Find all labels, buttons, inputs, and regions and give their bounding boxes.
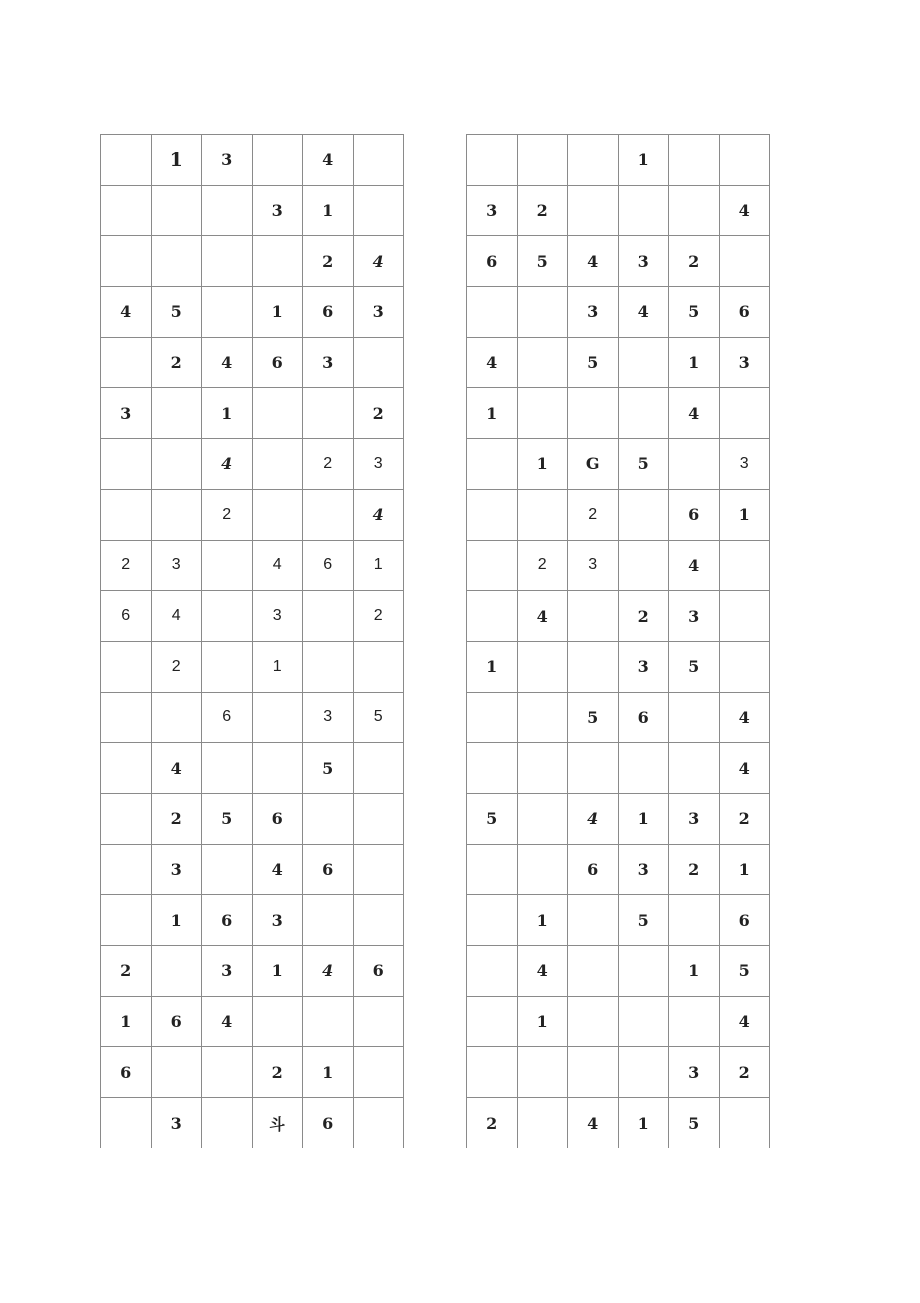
grid-row xyxy=(101,236,404,287)
grid-cell: 1 xyxy=(517,895,568,946)
grid-cell: 6 xyxy=(252,337,303,388)
grid-cell: 2 xyxy=(353,591,404,642)
grid-cell xyxy=(353,996,404,1047)
grid-cell xyxy=(202,1098,253,1149)
grid-cell: 3 xyxy=(669,1047,720,1098)
grid-cell: 6 xyxy=(303,1098,354,1149)
grid-cell: 2 xyxy=(517,185,568,236)
grid-cell xyxy=(467,743,518,794)
grid-cell xyxy=(467,591,518,642)
grid-cell xyxy=(517,793,568,844)
grid-cell: 1 xyxy=(151,135,202,186)
grid-cell xyxy=(467,489,518,540)
grid-cell xyxy=(101,439,152,490)
grid-cell: 2 xyxy=(719,1047,770,1098)
grid-cell xyxy=(669,743,720,794)
grid-cell: 6 xyxy=(303,844,354,895)
grid-cell: 2 xyxy=(101,946,152,997)
grid-cell xyxy=(568,135,619,186)
grid-cell: 3 xyxy=(618,844,669,895)
grid-cell: 4 xyxy=(353,236,404,287)
grid-cell: 6 xyxy=(353,946,404,997)
grid-row xyxy=(101,439,404,490)
grid-cell: 3 xyxy=(151,540,202,591)
grid-cell xyxy=(568,996,619,1047)
grid-cell xyxy=(303,489,354,540)
grid-cell xyxy=(101,337,152,388)
grid-cell: 6 xyxy=(101,1047,152,1098)
grid-cell xyxy=(669,692,720,743)
grid-cell: 1 xyxy=(669,946,720,997)
grid-cell: 6 xyxy=(719,895,770,946)
grid-cell: 6 xyxy=(467,236,518,287)
grid-row xyxy=(467,743,770,794)
grid-cell xyxy=(202,743,253,794)
grid-cell: 4 xyxy=(719,743,770,794)
grid-cell: 5 xyxy=(568,337,619,388)
grid-cell xyxy=(101,895,152,946)
grid-cell xyxy=(618,743,669,794)
grid-cell: 1 xyxy=(618,135,669,186)
grid-cell xyxy=(353,743,404,794)
grid-cell: 1 xyxy=(719,489,770,540)
grid-cell xyxy=(467,439,518,490)
grid-cell: 3 xyxy=(151,1098,202,1149)
grid-cell xyxy=(303,996,354,1047)
grid-cell xyxy=(618,540,669,591)
grid-cell xyxy=(353,337,404,388)
grid-cell: 1 xyxy=(618,1098,669,1149)
grid-cell: 5 xyxy=(669,1098,720,1149)
grid-cell: 2 xyxy=(252,1047,303,1098)
grid-cell xyxy=(719,591,770,642)
grid-row xyxy=(467,135,770,186)
grid-cell: 4 xyxy=(669,388,720,439)
grid-cell xyxy=(303,591,354,642)
grid-cell: 2 xyxy=(669,844,720,895)
grid-cell: 1 xyxy=(467,388,518,439)
grid-cell: 4 xyxy=(719,692,770,743)
grid-cell xyxy=(618,946,669,997)
grid-cell xyxy=(618,388,669,439)
grid-cell: 4 xyxy=(202,337,253,388)
grid-cell xyxy=(517,1098,568,1149)
grid-cell xyxy=(303,895,354,946)
grid-row xyxy=(101,996,404,1047)
grid-cell: 6 xyxy=(568,844,619,895)
grid-cell xyxy=(719,641,770,692)
grid-cell: 4 xyxy=(252,844,303,895)
grid-cell: 1 xyxy=(467,641,518,692)
grid-cell: 5 xyxy=(151,287,202,338)
grid-cell: 6 xyxy=(151,996,202,1047)
grid-cell xyxy=(303,793,354,844)
grid-cell xyxy=(353,844,404,895)
grid-cell: 6 xyxy=(303,540,354,591)
grid-cell: 1 xyxy=(618,793,669,844)
grid-row xyxy=(467,946,770,997)
grid-cell: 3 xyxy=(568,287,619,338)
grid-cell: 1 xyxy=(719,844,770,895)
grid-cell xyxy=(719,135,770,186)
grid-cell xyxy=(467,946,518,997)
grid-row xyxy=(101,743,404,794)
grid-cell: 4 xyxy=(467,337,518,388)
grid-row xyxy=(467,489,770,540)
grid-cell: 4 xyxy=(517,946,568,997)
grid-cell: 2 xyxy=(151,641,202,692)
grid-cell xyxy=(101,236,152,287)
grid-cell xyxy=(669,895,720,946)
grid-row xyxy=(467,337,770,388)
grid-cell xyxy=(517,844,568,895)
grid-row xyxy=(101,540,404,591)
grid-cell: 4 xyxy=(202,439,253,490)
grid-cell xyxy=(467,135,518,186)
grid-cell xyxy=(303,641,354,692)
grid-row xyxy=(101,844,404,895)
grid-cell: 5 xyxy=(517,236,568,287)
grid-cell xyxy=(151,439,202,490)
grid-cell: 3 xyxy=(252,591,303,642)
grid-cell: 2 xyxy=(618,591,669,642)
grid-row xyxy=(467,540,770,591)
grid-cell: 1 xyxy=(517,439,568,490)
grid-cell: 6 xyxy=(719,287,770,338)
grid-cell xyxy=(101,844,152,895)
grid-cell xyxy=(568,591,619,642)
grid-cell: 4 xyxy=(303,946,354,997)
grid-cell: 4 xyxy=(151,743,202,794)
grid-cell xyxy=(151,388,202,439)
grid-row xyxy=(467,388,770,439)
grid-cell xyxy=(517,489,568,540)
grid-cell: 6 xyxy=(101,591,152,642)
grid-cell: 3 xyxy=(303,337,354,388)
grid-cell xyxy=(101,793,152,844)
grid-cell: 3 xyxy=(101,388,152,439)
grid-cell xyxy=(568,1047,619,1098)
grid-cell xyxy=(467,1047,518,1098)
grid-cell xyxy=(202,287,253,338)
grid-cell xyxy=(669,185,720,236)
grid-cell xyxy=(353,793,404,844)
grid-cell xyxy=(252,996,303,1047)
grid-cell xyxy=(568,185,619,236)
grid-row xyxy=(101,946,404,997)
grid-cell: 3 xyxy=(353,287,404,338)
grid-cell xyxy=(719,236,770,287)
grid-cell xyxy=(568,895,619,946)
grid-cell xyxy=(517,337,568,388)
grid-row xyxy=(101,1047,404,1098)
grid-cell: 5 xyxy=(719,946,770,997)
grid-row xyxy=(467,236,770,287)
grid-cell xyxy=(669,996,720,1047)
grid-cell xyxy=(252,489,303,540)
grid-cell: 2 xyxy=(568,489,619,540)
grid-cell: 斗 xyxy=(252,1098,303,1149)
grid-cell xyxy=(101,489,152,540)
grid-cell xyxy=(517,743,568,794)
grid-cell xyxy=(252,135,303,186)
grid-cell xyxy=(202,236,253,287)
grid-row xyxy=(101,895,404,946)
grid-cell xyxy=(568,743,619,794)
grid-cell: 5 xyxy=(618,895,669,946)
grid-cell xyxy=(467,895,518,946)
grid-cell: 2 xyxy=(101,540,152,591)
grid-cell: 5 xyxy=(669,287,720,338)
grid-cell xyxy=(467,287,518,338)
grid-cell xyxy=(151,489,202,540)
grid-cell: 1 xyxy=(252,946,303,997)
grid-cell xyxy=(517,1047,568,1098)
grid-cell: 3 xyxy=(719,439,770,490)
grid-cell xyxy=(719,388,770,439)
grid-cell xyxy=(151,1047,202,1098)
grid-row xyxy=(467,692,770,743)
grid-cell: 3 xyxy=(303,692,354,743)
grid-cell: 1 xyxy=(252,287,303,338)
grid-row xyxy=(467,185,770,236)
grid-cell xyxy=(517,287,568,338)
grid-cell xyxy=(517,388,568,439)
grid-cell: 6 xyxy=(202,895,253,946)
grid-cell xyxy=(467,844,518,895)
grid-cell xyxy=(202,185,253,236)
grid-cell: 3 xyxy=(669,793,720,844)
grid-cell: 3 xyxy=(151,844,202,895)
grid-cell xyxy=(252,236,303,287)
grid-cell xyxy=(151,185,202,236)
grid-cell: 2 xyxy=(303,439,354,490)
grid-row xyxy=(467,287,770,338)
grid-cell: 3 xyxy=(618,641,669,692)
grid-cell xyxy=(353,135,404,186)
grid-cell: 1 xyxy=(353,540,404,591)
grid-cell: 1 xyxy=(669,337,720,388)
grid-cell xyxy=(618,337,669,388)
grid-cell: 3 xyxy=(719,337,770,388)
grid-row xyxy=(101,287,404,338)
grid-cell: 3 xyxy=(568,540,619,591)
grid-cell xyxy=(101,743,152,794)
grid-cell xyxy=(568,946,619,997)
grid-cell: 5 xyxy=(618,439,669,490)
sudoku-grid-left xyxy=(100,134,404,1148)
grid-cell xyxy=(719,540,770,591)
grid-cell: 6 xyxy=(669,489,720,540)
grid-cell: 4 xyxy=(151,591,202,642)
grid-cell: 1 xyxy=(151,895,202,946)
grid-cell: 1 xyxy=(252,641,303,692)
grid-cell xyxy=(101,641,152,692)
grid-row xyxy=(467,1047,770,1098)
grid-cell: 3 xyxy=(252,895,303,946)
grid-row xyxy=(467,1098,770,1149)
grid-row xyxy=(467,895,770,946)
grid-cell: G xyxy=(568,439,619,490)
grid-cell: 6 xyxy=(618,692,669,743)
grid-cell: 4 xyxy=(252,540,303,591)
grid-cell: 4 xyxy=(568,236,619,287)
grid-cell: 5 xyxy=(303,743,354,794)
grid-cell xyxy=(101,185,152,236)
grid-row xyxy=(101,591,404,642)
grid-cell: 2 xyxy=(719,793,770,844)
grid-cell: 3 xyxy=(618,236,669,287)
grid-cell: 2 xyxy=(151,793,202,844)
grid-cell xyxy=(202,540,253,591)
grid-row xyxy=(467,439,770,490)
grid-cell xyxy=(202,641,253,692)
grid-row xyxy=(101,388,404,439)
grid-cell xyxy=(252,743,303,794)
grid-cell: 4 xyxy=(101,287,152,338)
grid-cell: 4 xyxy=(719,185,770,236)
grid-cell: 6 xyxy=(303,287,354,338)
grid-cell: 5 xyxy=(353,692,404,743)
grid-cell xyxy=(101,1098,152,1149)
grid-row xyxy=(467,591,770,642)
grid-cell: 4 xyxy=(719,996,770,1047)
grid-row xyxy=(467,844,770,895)
grid-row xyxy=(467,793,770,844)
grid-cell xyxy=(467,540,518,591)
grid-cell xyxy=(568,641,619,692)
grid-cell: 1 xyxy=(517,996,568,1047)
grid-cell xyxy=(303,388,354,439)
grid-cell xyxy=(353,641,404,692)
grid-cell: 2 xyxy=(517,540,568,591)
grid-cell: 1 xyxy=(202,388,253,439)
grid-cell xyxy=(618,489,669,540)
grid-row xyxy=(467,996,770,1047)
grid-row xyxy=(101,641,404,692)
grid-cell: 4 xyxy=(568,1098,619,1149)
grid-cell: 3 xyxy=(353,439,404,490)
grid-cell: 2 xyxy=(303,236,354,287)
grid-row xyxy=(101,135,404,186)
grid-cell xyxy=(517,641,568,692)
grid-cell xyxy=(202,844,253,895)
grid-cell: 5 xyxy=(568,692,619,743)
grid-row xyxy=(467,641,770,692)
grid-row xyxy=(101,185,404,236)
grid-cell: 2 xyxy=(353,388,404,439)
grid-cell xyxy=(618,1047,669,1098)
grid-cell: 3 xyxy=(252,185,303,236)
grid-cell: 3 xyxy=(669,591,720,642)
grid-cell: 4 xyxy=(303,135,354,186)
grid-cell: 1 xyxy=(303,1047,354,1098)
grid-cell xyxy=(353,1098,404,1149)
grid-cell xyxy=(151,236,202,287)
grid-cell xyxy=(101,692,152,743)
grid-cell xyxy=(202,591,253,642)
grid-cell xyxy=(101,135,152,186)
grid-cell xyxy=(151,692,202,743)
grid-cell xyxy=(719,1098,770,1149)
grid-row xyxy=(101,337,404,388)
grid-row xyxy=(101,692,404,743)
grid-cell: 3 xyxy=(467,185,518,236)
grid-cell: 6 xyxy=(202,692,253,743)
grid-cell xyxy=(202,1047,253,1098)
grid-cell: 4 xyxy=(353,489,404,540)
grid-cell xyxy=(618,185,669,236)
grid-cell xyxy=(669,439,720,490)
grid-cell: 2 xyxy=(151,337,202,388)
grid-cell xyxy=(353,895,404,946)
grid-cell xyxy=(353,185,404,236)
grid-cell: 3 xyxy=(202,135,253,186)
grid-cell xyxy=(252,692,303,743)
grid-row xyxy=(101,489,404,540)
grid-cell: 4 xyxy=(202,996,253,1047)
grid-cell xyxy=(517,135,568,186)
grid-cell xyxy=(568,388,619,439)
grid-cell: 1 xyxy=(303,185,354,236)
grid-cell: 4 xyxy=(618,287,669,338)
grid-cell xyxy=(467,692,518,743)
sudoku-grid-right xyxy=(466,134,770,1148)
grid-cell xyxy=(151,946,202,997)
grid-cell: 5 xyxy=(202,793,253,844)
grid-cell: 2 xyxy=(202,489,253,540)
grid-cell: 4 xyxy=(669,540,720,591)
grid-cell: 1 xyxy=(101,996,152,1047)
grid-cell: 2 xyxy=(669,236,720,287)
grid-cell xyxy=(517,692,568,743)
grid-row xyxy=(101,793,404,844)
grid-row xyxy=(101,1098,404,1149)
grid-cell xyxy=(669,135,720,186)
grid-cell: 3 xyxy=(202,946,253,997)
grid-cell xyxy=(467,996,518,1047)
grid-cell: 5 xyxy=(669,641,720,692)
grid-cell: 4 xyxy=(568,793,619,844)
grid-cell xyxy=(252,439,303,490)
grid-cell xyxy=(252,388,303,439)
grid-cell xyxy=(353,1047,404,1098)
grid-cell: 2 xyxy=(467,1098,518,1149)
grid-cell: 5 xyxy=(467,793,518,844)
grid-cell: 6 xyxy=(252,793,303,844)
grid-cell xyxy=(618,996,669,1047)
grid-cell: 4 xyxy=(517,591,568,642)
